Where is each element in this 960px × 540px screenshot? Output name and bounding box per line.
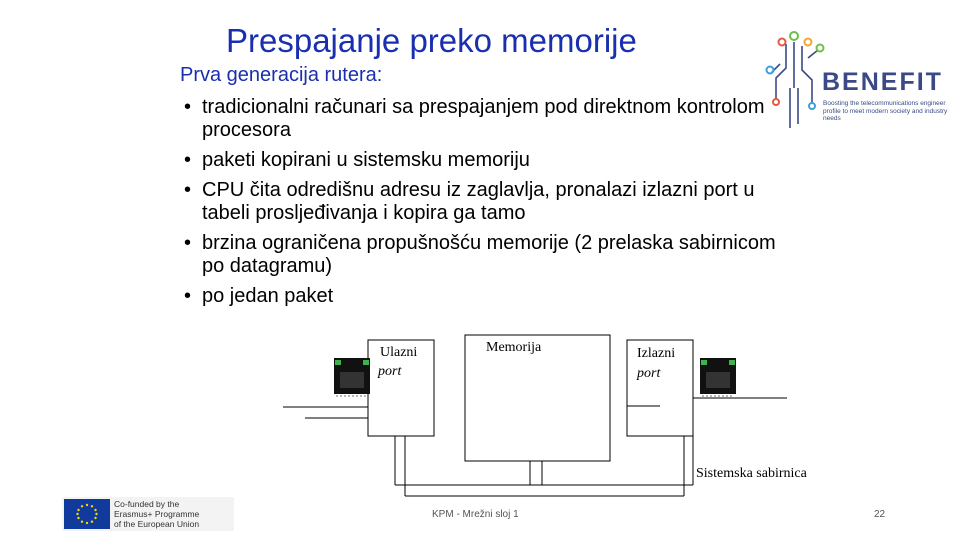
bullet-item: • paketi kopirani u sistemsku memoriju — [182, 149, 782, 172]
benefit-logo-text: BENEFIT — [822, 68, 943, 96]
bullet-item: • brzina ograničena propušnošću memorije (2 prelaska sabirnicom po datagramu) — [182, 232, 782, 278]
output-port-label: port — [637, 366, 661, 381]
eu-badge-line: Erasmus+ Programme — [114, 509, 200, 519]
ethernet-port-icon — [334, 358, 370, 396]
bullet-item: • po jedan paket — [182, 285, 782, 308]
eu-badge-text — [114, 499, 199, 529]
eu-badge-line: Co-funded by the — [114, 499, 180, 509]
footer-text: KPM - Mrežni sloj 1 — [432, 509, 519, 520]
page-number: 22 — [874, 509, 886, 520]
output-port-label: Izlazni — [637, 346, 676, 361]
memory-label: Memorija — [486, 340, 542, 355]
slide-subtitle: Prva generacija rutera: — [180, 64, 383, 86]
bullet-item: • tradicionalni računari sa prespajanjem pod direktnom kontrolom procesora — [182, 96, 782, 142]
slide-title: Prespajanje preko memorije — [226, 22, 637, 59]
eu-flag-icon — [64, 499, 110, 529]
eu-badge-line: of the European Union — [114, 519, 200, 529]
input-port-label: port — [378, 364, 402, 379]
bullet-item: • CPU čita odredišnu adresu iz zaglavlja, pronalazi izlazni port u tabeli prosljeđivanja i kopira ga tamo — [182, 179, 782, 225]
input-port-label: Ulazni — [380, 345, 418, 360]
benefit-tagline: Boosting the telecommunications engineer profile to meet modern society and industry needs — [823, 100, 948, 122]
ethernet-port-icon — [700, 358, 736, 396]
system-bus-label: Sistemska sabirnica — [696, 466, 807, 481]
